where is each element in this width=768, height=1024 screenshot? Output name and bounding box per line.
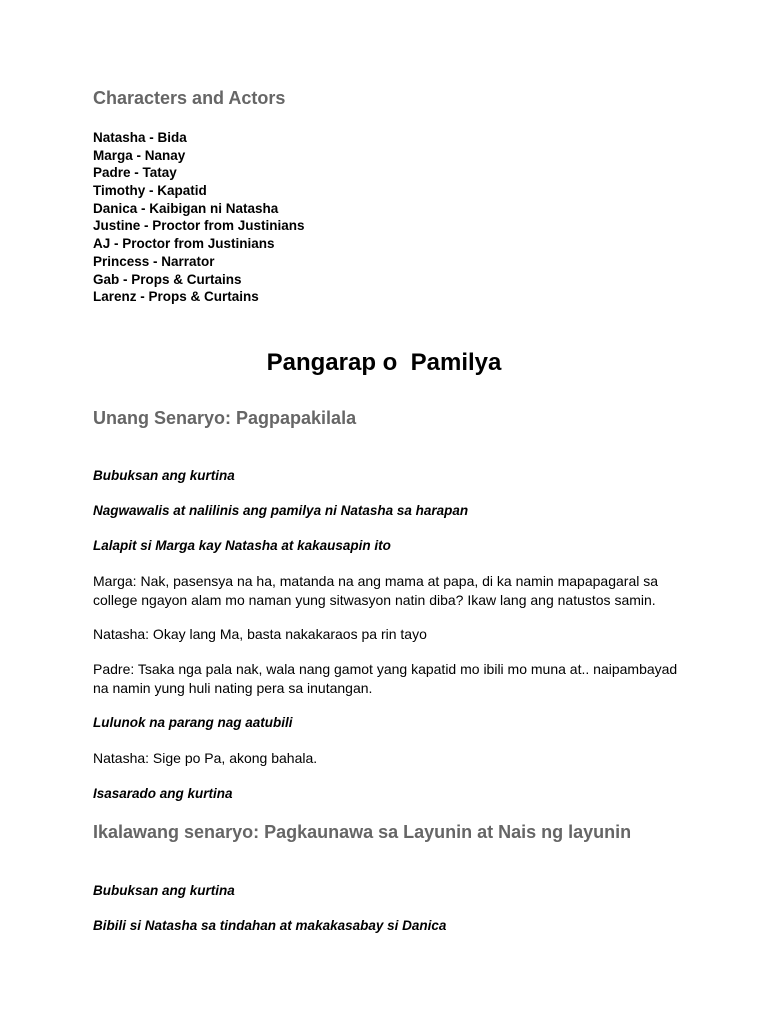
stage-direction: Bubuksan ang kurtina (93, 468, 235, 483)
dialogue-line: Marga: Nak, pasensya na ha, matanda na ang mama at papa, di ka namin mapapagaral sa college ngayon alam mo naman yung sitwasyon natin diba? Ikaw lang ang natustos samin. (93, 573, 659, 608)
cast-item: AJ - Proctor from Justinians (93, 236, 275, 252)
stage-direction: Isasarado ang kurtina (93, 786, 233, 801)
scene2-heading: Ikalawang senaryo: Pagkaunawa sa Layunin at Nais ng layunin (93, 822, 632, 842)
scene1-heading: Unang Senaryo: Pagpapakilala (93, 408, 357, 428)
cast-item: Larenz - Props & Curtains (93, 289, 259, 305)
dialogue-line: Natasha: Sige po Pa, akong bahala. (93, 750, 318, 766)
stage-direction: Lulunok na parang nag aatubili (93, 715, 293, 730)
cast-item: Danica - Kaibigan ni Natasha (93, 200, 279, 216)
cast-item: Natasha - Bida (93, 130, 187, 145)
dialogue-line: Padre: Tsaka nga pala nak, wala nang gamot yang kapatid mo ibili mo muna at.. naipambayad na namin yung huli nating pera sa inutangan. (93, 661, 678, 696)
cast-item: Justine - Proctor from Justinians (93, 218, 305, 234)
cast-list (93, 129, 305, 306)
cast-item: Timothy - Kapatid (93, 183, 207, 199)
cast-item: Gab - Props & Curtains (93, 271, 242, 287)
dialogue-line: Natasha: Okay lang Ma, basta nakakaraos pa rin tayo (93, 626, 427, 642)
stage-direction: Lalapit si Marga kay Natasha at kakausapin ito (93, 538, 391, 553)
cast-item: Princess - Narrator (93, 253, 215, 269)
stage-direction: Nagwawalis at nalilinis ang pamilya ni Natasha sa harapan (93, 503, 469, 518)
stage-direction: Bibili si Natasha sa tindahan at makakasabay si Danica (93, 918, 447, 933)
stage-direction: Bubuksan ang kurtina (93, 883, 235, 898)
play-title: Pangarap o Pamilya (266, 349, 502, 376)
cast-heading: Characters and Actors (93, 88, 286, 108)
cast-item: Marga - Nanay (93, 147, 186, 163)
cast-item: Padre - Tatay (93, 165, 177, 181)
